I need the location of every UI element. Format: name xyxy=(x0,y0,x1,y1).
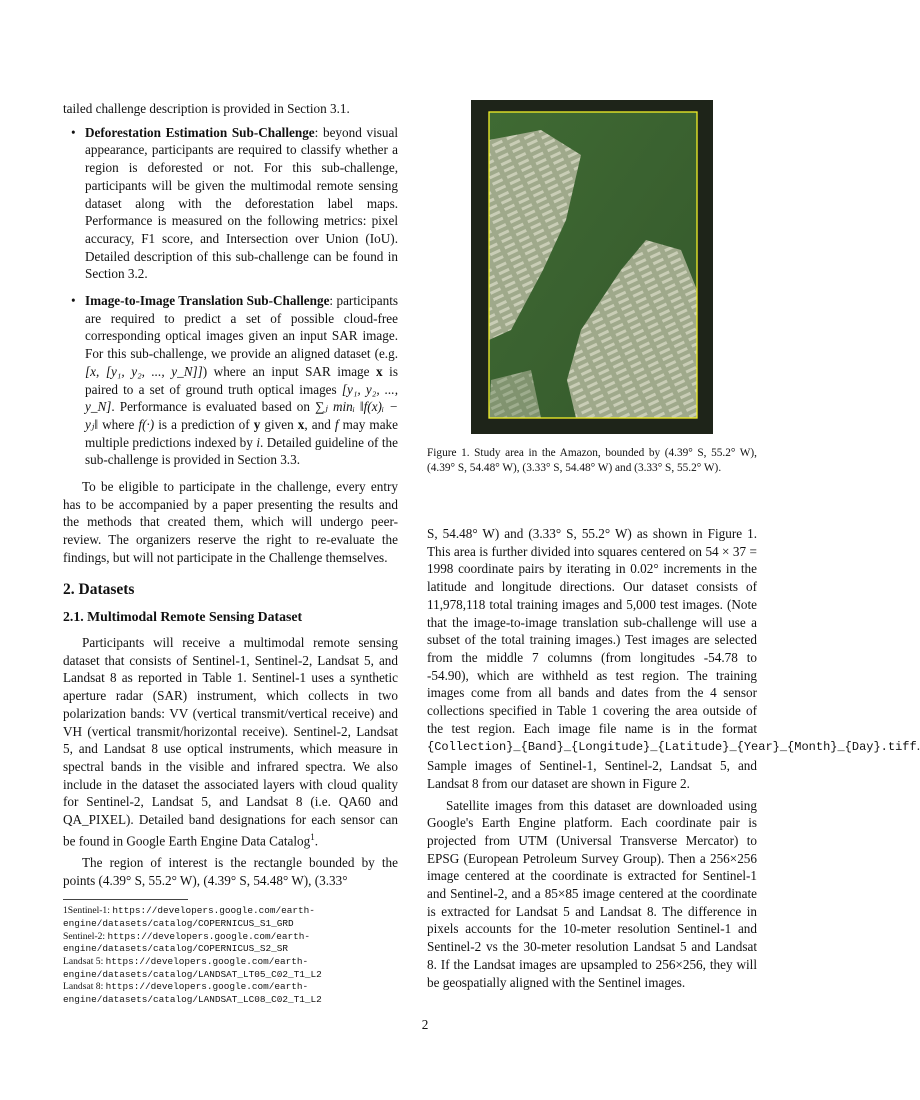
bullet-text: is a prediction of xyxy=(154,416,254,432)
math: [x, [y₁, y₂, ..., y_N]] xyxy=(85,363,203,379)
math: f(·) xyxy=(138,416,155,432)
footnote-rule xyxy=(63,899,188,900)
footnote-label: Landsat 5: xyxy=(63,956,104,968)
satellite-image-svg xyxy=(471,100,713,434)
footnote-link[interactable]: https://developers.google.com/earth-engine/datasets/catalog/COPERNICUS_S2_SR xyxy=(63,930,311,955)
figure-caption: Figure 1. Study area in the Amazon, bounded by (4.39° S, 55.2° W), (4.39° S, 54.48° W), (3.33° S, 54.48° W) and (3.33° S, 55.2° W). xyxy=(427,447,757,475)
paragraph-text: S, 54.48° W) and (3.33° S, 55.2° W) as shown in Figure 1. This area is further divided into squares centered on 54 × 37 = 1998 coordinate pairs by iterating in 0.02° increments in the latitude and longitude directions. Our dataset consists of 11,978,118 total training images and 5,000 test images. (Note that the image-to-image translation sub-challenge will use a subset of the total training images.) Test images are selected from the middle 7 columns (from longitudes -54.78 to -54.90), which are withheld as test region. The training images come from all bands and dates from the 4 sensor collections specified in Table 1 covering the area outside of the test region. Each image file name is in the format xyxy=(427,526,757,736)
bullet-title: Image-to-Image Translation Sub-Challenge xyxy=(85,293,330,309)
intro-tail: tailed challenge description is provided in Section 3.1. xyxy=(63,101,350,116)
bullet-text: : participants are required to predict a set of possible cloud-free corresponding optical images given an input SAR image. For this sub-challenge, we provide an aligned dataset (e.g. xyxy=(85,293,399,362)
paragraph-text: . xyxy=(314,833,318,849)
region-paragraph: The region of interest is the rectangle bounded by the points (4.39° S, 55.2° W), (4.39° S, 54.48° W), (3.33° xyxy=(63,854,398,888)
earth-engine-paragraph: Satellite images from this dataset are downloaded using Google's Earth Engine platform. Each coordinate pair is projected from UTM (Universal Transverse Mercator) to EPSG (European Petroleum Survey Group). Then a 256×256 image centered at the coordinate is extracted for Sentinel-1 and Sentinel-2, and a 85×85 image centered at the coordinate is extracted for Landsat 5 and Landsat 8. The difference in pixels accounts for the 10-meter resolution Sentinel-1 and Sentinel-2 vs the 30-meter resolution Landsat 5 and Landsat 8. If the Landsat images are upsampled to 256×256, they will be geospatially aligned with the Sentinel images. xyxy=(427,797,757,990)
footnote-link[interactable]: https://developers.google.com/earth-engine/datasets/catalog/LANDSAT_LC08_C02_T1_L2 xyxy=(63,981,322,1006)
list-item-deforestation xyxy=(85,124,398,283)
page-number: 2 xyxy=(421,1017,429,1032)
bullet-text: may make multiple predictions indexed by xyxy=(85,416,398,450)
bullet-text: ) where an input SAR image xyxy=(202,363,377,379)
footnote-marker[interactable]: 1 xyxy=(310,831,315,842)
study-area-satellite-image xyxy=(471,100,713,434)
section-heading: 2. Datasets xyxy=(63,580,135,598)
bullet-text: . Performance is evaluated based on xyxy=(111,399,316,415)
math: y xyxy=(253,416,261,432)
math: x xyxy=(297,416,305,432)
bullet-text: where xyxy=(98,416,139,432)
eligibility-paragraph: To be eligible to participate in the challenge, every entry has to be accompanied by a paper presenting the results and the methods that created them, which will undergo peer-review. The organizers reserve the right to re-evaluate the findings, but will not participate in the Challenge themselves. xyxy=(63,479,398,565)
bullet-text: : beyond visual appearance, participants are required to classify whether a region is deforested or not. For this sub-challenge, participants will be given the multimodal remote sensing dataset along with the deforestation label maps. Performance is measured on the following metrics: pixel accuracy, F1 score, and Intersection over Union (IoU). Detailed description of this sub-challenge can be found in Section 3.2. xyxy=(85,124,398,282)
bullet-text: given xyxy=(260,416,298,432)
participants-paragraph xyxy=(63,634,398,850)
subsection-heading: 2.1. Multimodal Remote Sensing Dataset xyxy=(63,609,303,625)
left-column xyxy=(63,100,398,1007)
footnote-landsat-5 xyxy=(63,956,398,981)
bullet-text: . Detailed guideline of the sub-challenge is provided in Section 3.3. xyxy=(85,434,399,468)
bullet-text: , and xyxy=(304,416,335,432)
bullet-title: Deforestation Estimation Sub-Challenge xyxy=(85,124,315,140)
right-column xyxy=(427,525,920,991)
math: f xyxy=(334,416,339,432)
bullet-text: is paired to a set of ground truth optical images xyxy=(85,363,398,397)
math: x xyxy=(376,363,383,379)
footnote-link[interactable]: https://developers.google.com/earth-engine/datasets/catalog/COPERNICUS_S1_GRD xyxy=(63,905,315,929)
footnotes xyxy=(63,905,398,1007)
subchallenge-list xyxy=(63,124,398,469)
footnote-link[interactable]: https://developers.google.com/earth-engine/datasets/catalog/LANDSAT_LT05_C02_T1_L2 xyxy=(63,956,322,980)
footnote-label: Sentinel-2: xyxy=(63,930,106,942)
footnote-sentinel-2 xyxy=(63,931,398,956)
footnote-label: 1Sentinel-1: xyxy=(63,905,110,917)
area-paragraph xyxy=(427,525,920,793)
math: [y₁, y₂, ..., y_N] xyxy=(85,381,398,415)
paragraph-text: Participants will receive a multimodal remote sensing dataset that consists of Sentinel-1, Sentinel-2, Landsat 5, and Landsat 8 as reported in Table 1. Sentinel-1 uses a synthetic aperture radar (SAR) instrument, which collects in two polarization bands: VV (vertical transmit/vertical receive) and VH (vertical transmit/horizontal receive). Sentinel-2, Landsat 5, and Landsat 8 use optical instruments, which measure in spectral bands in the visible and infrared spectra. We also include in the dataset the associated layers with cloud quality for Sentinel-2, Landsat 5, and Landsat 8 (i.e. QA60 and QA_PIXEL). Detailed band designations for each sensor can be found in Google Earth Engine Data Catalog xyxy=(63,634,398,849)
math: i xyxy=(256,434,261,450)
filename-format: {Collection}_{Band}_{Longitude}_{Latitude}_{Year}_{Month}_{Day}.tiff xyxy=(427,740,917,755)
paragraph-text: . Sample images of Sentinel-1, Sentinel-2, Landsat 5, and Landsat 8 from our dataset are shown in Figure 2. xyxy=(427,738,920,791)
footnote-label: Landsat 8: xyxy=(63,981,104,993)
footnote-sentinel-1 xyxy=(63,905,398,930)
math: ∑ⱼ minᵢ ‖f(x)ᵢ − yⱼ‖ xyxy=(85,399,398,432)
footnote-landsat-8 xyxy=(63,981,398,1006)
list-item-image-translation xyxy=(85,292,398,469)
